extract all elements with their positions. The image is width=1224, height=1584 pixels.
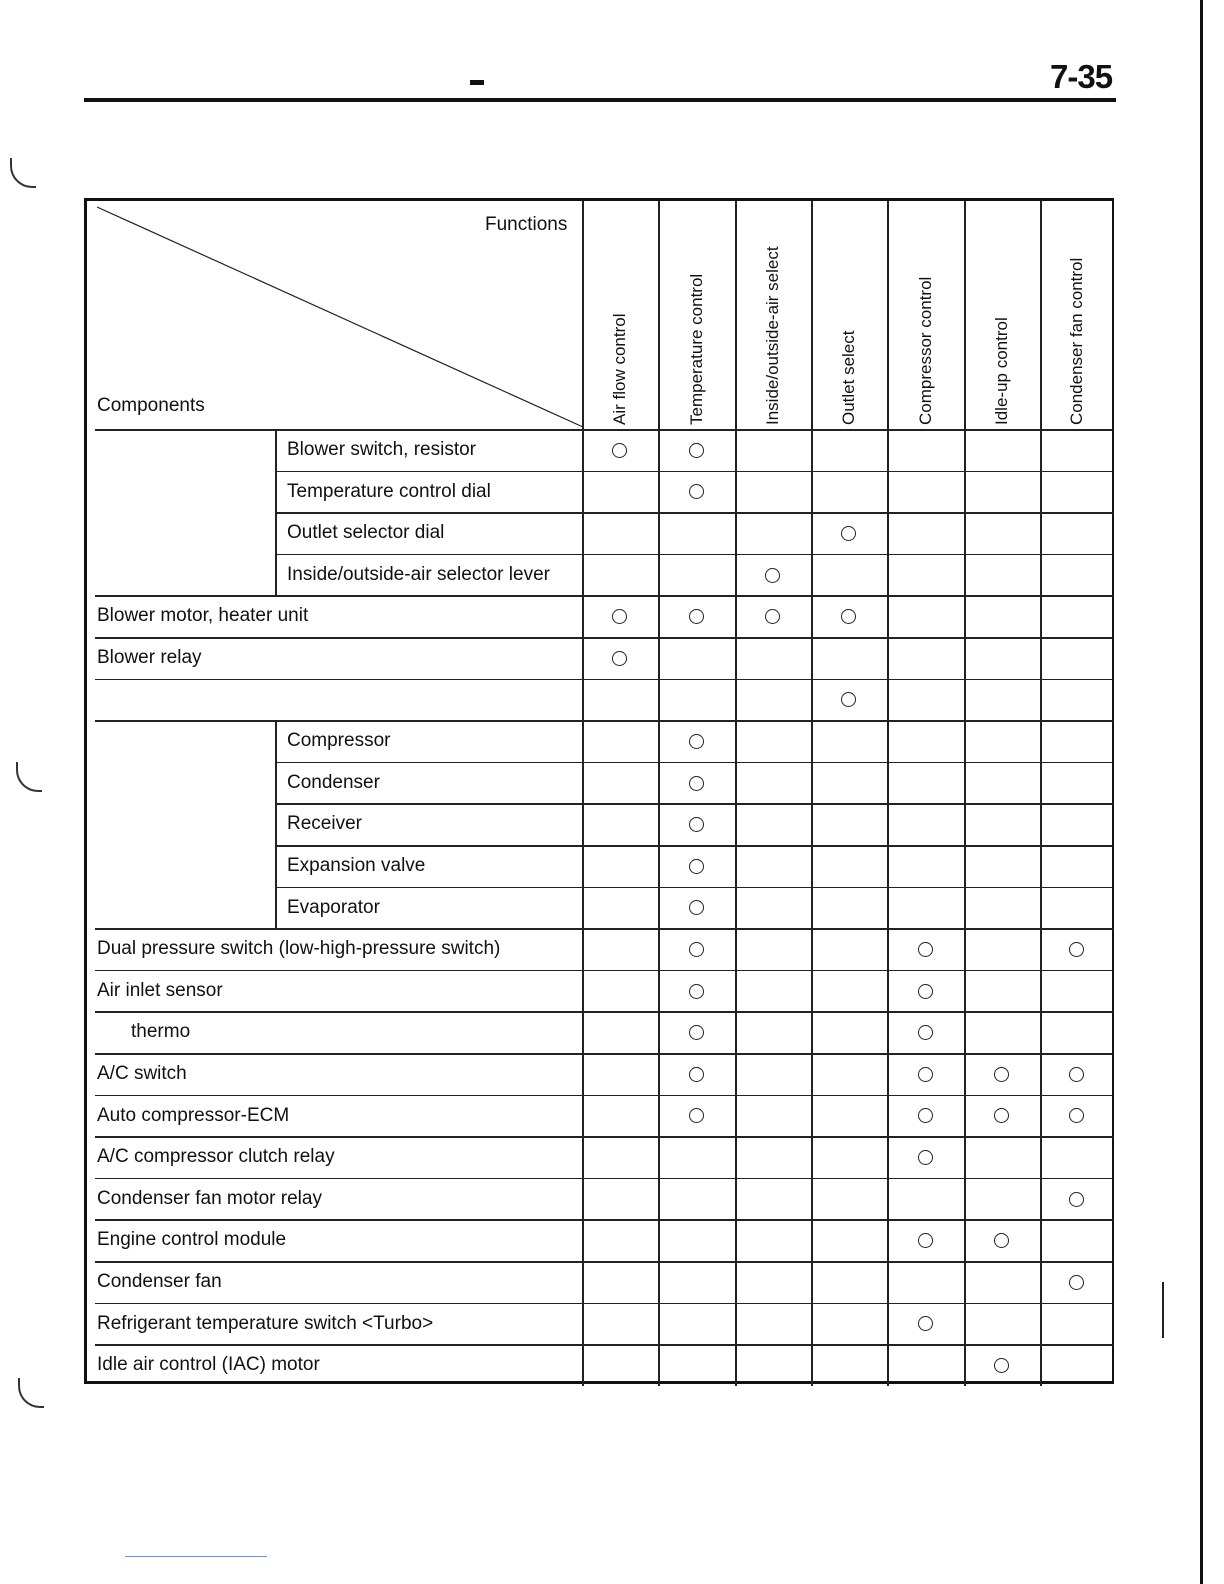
row-label: Evaporator <box>287 896 380 918</box>
row-divider <box>95 1136 1113 1138</box>
column-divider <box>887 201 889 1386</box>
function-mark <box>689 900 704 915</box>
function-mark <box>689 817 704 832</box>
row-divider <box>95 1011 1113 1013</box>
column-divider <box>964 201 966 1386</box>
header-dash <box>470 80 484 85</box>
function-mark <box>689 1067 704 1082</box>
function-mark <box>994 1067 1009 1082</box>
column-divider <box>811 201 813 1386</box>
subgroup-divider <box>275 803 277 845</box>
bottom-line <box>125 1556 267 1557</box>
subgroup-divider <box>275 845 277 887</box>
row-label: Blower relay <box>97 647 202 668</box>
function-mark <box>689 984 704 999</box>
row-divider <box>275 803 1113 805</box>
column-divider <box>658 201 660 1386</box>
binder-hole-mark <box>10 158 36 188</box>
subgroup-divider <box>275 429 277 471</box>
row-label: Blower switch, resistor <box>287 439 476 460</box>
function-mark <box>689 1025 704 1040</box>
subgroup-divider <box>275 512 277 554</box>
row-divider <box>95 679 1113 681</box>
subgroup-divider <box>275 887 277 929</box>
function-mark <box>918 1025 933 1040</box>
function-mark <box>918 1150 933 1165</box>
function-mark <box>612 651 627 666</box>
binder-hole-mark <box>16 762 42 792</box>
row-label: Idle air control (IAC) motor <box>97 1354 320 1376</box>
column-divider <box>582 201 584 1386</box>
row-divider <box>95 637 1113 639</box>
function-header-4: Outlet select <box>839 330 858 425</box>
function-mark <box>918 1067 933 1082</box>
row-label: Condenser <box>287 771 380 793</box>
function-mark <box>841 526 856 541</box>
binder-hole-mark <box>18 1378 44 1408</box>
components-header-label: Components <box>97 395 205 416</box>
row-divider <box>275 554 1113 556</box>
function-mark <box>765 568 780 583</box>
function-mark <box>918 1108 933 1123</box>
row-divider <box>275 471 1113 473</box>
row-label: Blower motor, heater unit <box>97 605 309 627</box>
function-header-2: Temperature control <box>686 273 706 425</box>
row-divider <box>275 887 1113 889</box>
function-mark <box>994 1358 1009 1373</box>
function-mark <box>841 692 856 707</box>
function-mark <box>689 776 704 791</box>
page-number: 7-35 <box>1050 58 1113 95</box>
function-mark <box>689 734 704 749</box>
function-header-6: Idle-up control <box>992 317 1011 425</box>
function-mark <box>1069 1108 1084 1123</box>
function-mark <box>994 1233 1009 1248</box>
column-divider <box>1040 201 1042 1386</box>
row-divider <box>95 1261 1113 1263</box>
header-divider <box>95 429 1113 431</box>
row-label: thermo <box>131 1021 191 1043</box>
function-mark <box>689 484 704 499</box>
row-label: Receiver <box>287 813 362 835</box>
row-divider <box>95 1178 1113 1180</box>
function-mark <box>1069 1275 1084 1290</box>
row-divider <box>95 1053 1113 1055</box>
function-header-3: Inside/outside-air select <box>763 246 782 425</box>
row-divider <box>95 1303 1113 1305</box>
function-mark <box>689 609 704 624</box>
function-header-7: Condenser fan control <box>1066 257 1086 425</box>
row-divider <box>275 512 1113 514</box>
row-divider <box>95 1095 1113 1097</box>
header-rule <box>84 98 1116 102</box>
subgroup-divider <box>275 554 277 596</box>
row-divider <box>95 970 1113 972</box>
row-label: Engine control module <box>97 1229 287 1251</box>
function-mark <box>918 984 933 999</box>
function-mark <box>918 1233 933 1248</box>
row-divider <box>275 762 1113 764</box>
function-mark <box>994 1108 1009 1123</box>
subgroup-divider <box>275 720 277 762</box>
row-label: A/C compressor clutch relay <box>97 1146 335 1168</box>
subgroup-divider <box>275 762 277 804</box>
function-mark <box>1069 942 1084 957</box>
function-mark <box>1069 1067 1084 1082</box>
function-mark <box>689 1108 704 1123</box>
row-label: Compressor <box>287 730 391 752</box>
row-label: Condenser fan <box>97 1271 222 1292</box>
row-label: Air inlet sensor <box>97 979 223 1001</box>
component-function-table <box>84 198 1114 1384</box>
row-label: Refrigerant temperature switch <Turbo> <box>97 1312 434 1334</box>
margin-tick <box>1162 1282 1164 1338</box>
row-label: Outlet selector dial <box>287 522 445 544</box>
row-divider <box>95 595 1113 597</box>
row-divider <box>275 845 1113 847</box>
function-header-5: Compressor control <box>915 276 935 425</box>
row-divider <box>95 1219 1113 1221</box>
function-mark <box>689 942 704 957</box>
row-label: Expansion valve <box>287 855 426 876</box>
function-mark <box>841 609 856 624</box>
row-label: Inside/outside-air selector lever <box>287 563 550 585</box>
column-divider <box>735 201 737 1386</box>
page-edge-rule <box>1200 0 1203 1584</box>
function-mark <box>689 443 704 458</box>
row-label: Condenser fan motor relay <box>97 1187 322 1209</box>
row-divider <box>95 928 1113 930</box>
row-label: Temperature control dial <box>287 480 491 502</box>
functions-header-label: Functions <box>485 214 568 235</box>
function-mark <box>612 443 627 458</box>
function-mark <box>689 859 704 874</box>
row-label: Dual pressure switch (low-high-pressure switch) <box>97 938 501 960</box>
function-mark <box>918 1316 933 1331</box>
row-label: A/C switch <box>97 1063 187 1084</box>
function-mark <box>918 942 933 957</box>
function-mark <box>612 609 627 624</box>
row-divider <box>95 720 1113 722</box>
row-divider <box>95 1344 1113 1346</box>
function-mark <box>1069 1192 1084 1207</box>
row-label: Auto compressor-ECM <box>97 1104 290 1126</box>
function-mark <box>765 609 780 624</box>
subgroup-divider <box>275 471 277 513</box>
function-header-1: Air flow control <box>610 313 629 425</box>
